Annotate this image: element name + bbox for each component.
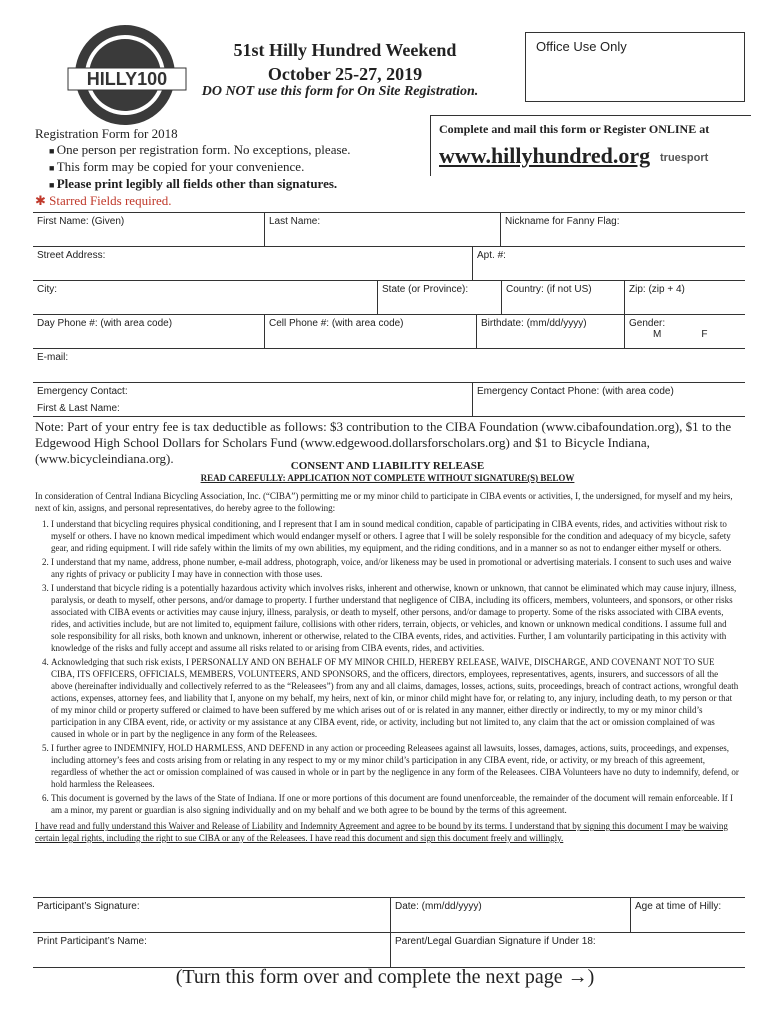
- first-name-field[interactable]: First Name: (Given): [33, 213, 265, 246]
- signature-block: [33, 897, 745, 968]
- gender-field[interactable]: Gender: M F: [629, 318, 708, 340]
- print-name-field[interactable]: Print Participant’s Name:: [33, 933, 391, 967]
- consent-section: CONSENT AND LIABILITY RELEASE READ CAREFULLY: APPLICATION NOT COMPLETE WITHOUT SIGNATURE(S) BELOW In consideration of Central Indiana Bicycling Association, Inc. (“CIBA”) permitting me or my minor child to participate in CIBA events or activities, I, the undersigned, for myself and my heirs, next of kin, assigns, and personal representatives, do hereby agree to the following: 1. I understand that bicycling requires physical conditioning, and I represent that I am in sound medical condition, capable of participating in CIBA events, rides, and activities without risk to myself or others. I have no known medical impediment which would endanger myself or others. I agree that I will be solely responsible for the condition and adequacy of my bicycle, safety gear, and riding equipment. I will ride safely within the limits of my own abilities, my equipment, and the riding conditions, and in a manner so as not to endanger either myself or others. 2. I understand that my name, address, phone number, e-mail address, photograph, voice, and/or likeness may be used in promotional or advertising materials. I consent to such uses and waive any rights of privacy or publicity I may have in connection with those uses. 3. I understand that bicycle riding is a potentially hazardous activity which involves risks, inherent and otherwise, known or unknown, that cannot be eliminated which may cause injury, illness, paralysis, or death to myself, other persons, and/or damage to property. I further understand that negligence of CIBA, including its officers, members, volunteers, and sponsors, or other risks associated with CIBA events or activities may cause injury, illness, paralysis, or death to myself, other persons, and/or damage to property. Some of the risks associated with CIBA events, rides, and activities include, but are not limited to, equipment failure, collisions with other riders, terrain, objects, or vehicles, and known or unknown medical conditions. I assume full and sole responsibility for all risks, both known and unknown, inherent or otherwise, related to the CIBA events, rides, and activities. Further, I am voluntarily participating in this activity with knowledge of the risks and fully accept and assume all risks related to or arising from CIBA events, rides, and activities. 4. Acknowledging that such risk exists, I PERSONALLY AND ON BEHALF OF MY MINOR CHILD, HEREBY RELEASE, WAIVE, DISCHARGE, AND COVENANT NOT TO SUE CIBA, ITS OFFICERS, OFFICIALS, MEMBERS, VOLUNTEERS, AND SPONSORS, and the officers, directors, employees, representatives, agents, insurers, and successors of all the above (hereinafter individually and collectively referred to as the “Releasees”) from any and all claims, damages, losses, actions, suits, proceedings, breach of contract actions, wrongful death actions, expenses, attorney fees, and liability that I, anyone on my behalf, my heirs, next of kin, or minor child might have for, or relating to, any injury, including death, to my person or that of my minor child or property suffered or claimed to have been suffered by me which arises out of or is related in any manner, either directly or indirectly, to my or my minor child’s participation in any CIBA event, ride, or activity or my assistance at any CIBA event, ride, or activity, including but not limited to, any claim that the act or omission complained of was caused in whole or in part by the negligence in any form of the Releasees. 5. I further agree to INDEMNIFY, HOLD HARMLESS, AND DEFEND in any action or proceeding Releasees against all lawsuits, losses, damages, actions, suits, proceedings, and expenses, including attorney’s fees and costs arising from or relating in any respect to my or my minor child’s participation in any CIBA event, ride, or activity, or my breach of this agreement, regardless of whether the act or omission complained of was caused in whole or in part by the negligence in any form of the Releasees. CIBA Volunteers have no duty to indemnify, defend, or hold harmless the Releasees. 6. This document is governed by the laws of the State of Indiana. If one or more portions of this document are found unenforceable, the remainder of the document will remain enforceable. If I am a minor, my parent or guardian is also signing individually and on my behalf and we both agree to be bound by the terms of this agreement. I have read and fully understand this Waiver and Release of Liability and Indemnity Agreement and agree to be bound by its terms. I understand that by signing this document I may be waiving certain legal rights, including the right to sue CIBA or any of the Releasees. I have read this document and sign this document freely and willingly.: [35, 460, 740, 844]
- state-field[interactable]: State (or Province):: [378, 281, 502, 314]
- turn-over-note: (Turn this form over and complete the next page →): [175, 966, 595, 988]
- website-link[interactable]: www.hillyhundred.org: [439, 143, 651, 168]
- tax-note: Note: Part of your entry fee is tax deductible as follows: $3 contribution to the CIBA Foundation (www.cibafoundation.org), $1 to the Edgewood High School Dollars for Scholars Fund (www.edgewood.dollarsforscholars.org) and $1 to Bicycle Indiana, (www.bicycleindiana.org).: [35, 419, 732, 466]
- apt-field[interactable]: Apt. #:: [477, 250, 506, 261]
- day-phone-field[interactable]: Day Phone #: (with area code): [33, 315, 265, 348]
- participant-signature[interactable]: Participant’s Signature:: [33, 898, 391, 932]
- nickname-field[interactable]: Nickname for Fanny Flag:: [505, 216, 620, 227]
- online-box: Complete and mail this form or Register ONLINE at www.hillyhundred.org: [430, 115, 751, 176]
- birthdate-field[interactable]: Birthdate: (mm/dd/yyyy): [477, 315, 625, 348]
- city-field[interactable]: City:: [33, 281, 378, 314]
- asterisk-icon: ✱: [35, 193, 50, 208]
- emergency-contact-field[interactable]: Emergency Contact: First & Last Name:: [33, 383, 473, 416]
- office-use-box: Office Use Only: [525, 32, 745, 102]
- registration-fields: [33, 212, 745, 417]
- logo-text: HILLY100: [86, 69, 168, 89]
- onsite-notice: DO NOT use this form for On Site Registration.: [201, 84, 479, 99]
- street-field[interactable]: Street Address:: [33, 247, 473, 280]
- emergency-phone-field[interactable]: Emergency Contact Phone: (with area code): [477, 386, 674, 397]
- event-title: 51st Hilly Hundred Weekend October 25-27, 2019: [233, 40, 457, 84]
- cell-phone-field[interactable]: Cell Phone #: (with area code): [265, 315, 477, 348]
- email-field[interactable]: E-mail:: [37, 352, 69, 363]
- registration-info: Registration Form for 2018 ■ One person per registration form. No exceptions, please. ■ This form may be copied for your convenience. ■ Please print legibly all fields other than signatures. ✱ Starred Fields required.: [35, 126, 351, 209]
- guardian-signature[interactable]: Parent/Legal Guardian Signature if Under 18:: [395, 936, 596, 947]
- country-field[interactable]: Country: (if not US): [502, 281, 625, 314]
- date-field[interactable]: Date: (mm/dd/yyyy): [391, 898, 631, 932]
- hilly-hundred-logo: [60, 20, 200, 130]
- zip-field[interactable]: Zip: (zip + 4): [629, 284, 685, 295]
- last-name-field[interactable]: Last Name:: [265, 213, 501, 246]
- truesport-logo: truesport: [660, 152, 709, 164]
- age-field[interactable]: Age at time of Hilly:: [635, 901, 722, 912]
